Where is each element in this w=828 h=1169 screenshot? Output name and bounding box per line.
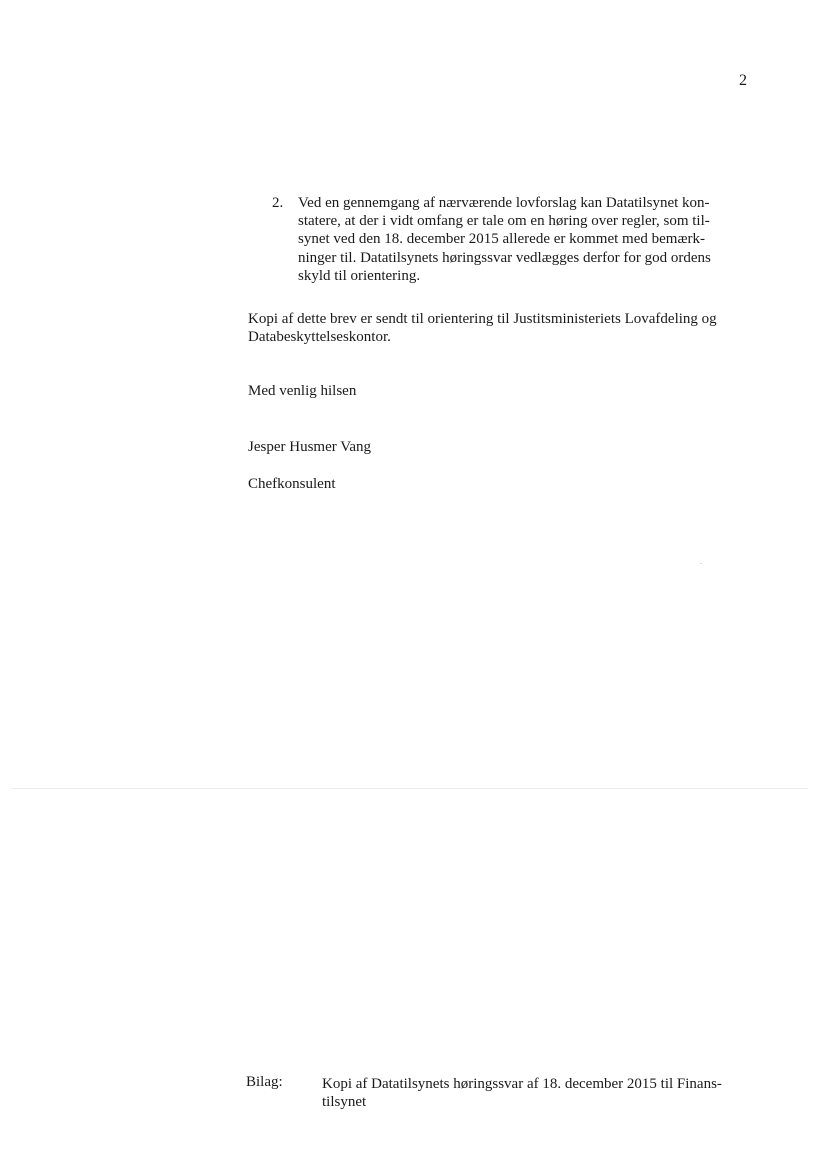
closing-greeting: Med venlig hilsen [248,383,357,399]
item-line: Ved en gennemgang af nærværende lovforslag kan Datatilsynet kon- [298,195,710,211]
item-number: 2. [272,195,284,211]
item-line: ninger til. Datatilsynets høringssvar vedlægges derfor for god ordens [298,249,711,266]
item-line: skyld til orientering. [298,267,421,284]
scan-speck [700,563,702,564]
item-line: synet ved den 18. december 2015 allerede er kommet med bemærk- [298,231,705,248]
signer-name: Jesper Husmer Vang [248,439,372,455]
page-number: 2 [739,72,747,89]
item-text [298,194,711,285]
attachment-line: tilsynet [322,1094,367,1111]
attachment-text [322,1075,722,1111]
scan-fold-line [12,788,808,789]
copy-notice-line: Databeskyttelseskontor. [248,329,391,346]
attachment-line: Kopi af Datatilsynets høringssvar af 18. december 2015 til Finans- [322,1076,722,1092]
signer-title: Chefkonsulent [248,476,336,492]
copy-notice-line: Kopi af dette brev er sendt til orientering til Justitsministeriets Lovafdeling og [248,311,717,327]
copy-notice [248,310,717,346]
item-line: statere, at der i vidt omfang er tale om en høring over regler, som til- [298,213,710,230]
attachment-label: Bilag: [246,1074,283,1090]
